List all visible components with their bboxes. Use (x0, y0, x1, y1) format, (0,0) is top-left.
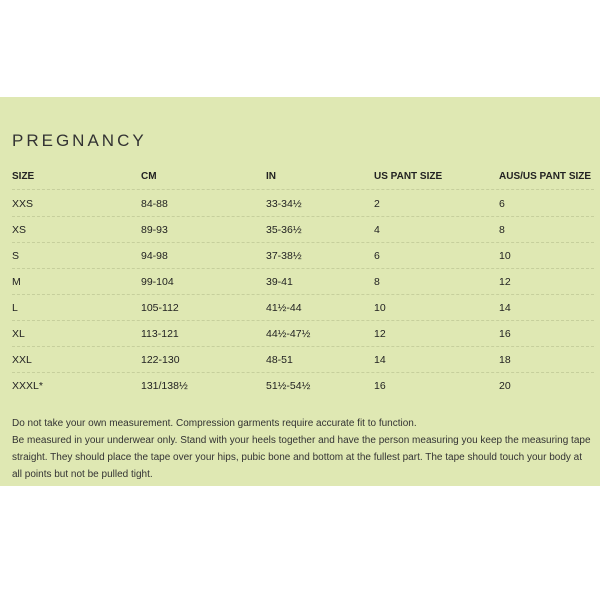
header-in: IN (266, 171, 276, 182)
cell-size: L (12, 302, 18, 314)
cell-size: M (12, 276, 21, 288)
cell-aus-us-pant-size: 14 (499, 302, 511, 314)
cell-us-pant-size: 6 (374, 250, 380, 262)
header-size: SIZE (12, 171, 35, 182)
cell-size: XS (12, 224, 27, 236)
note-line-2: Be measured in your underwear only. Stand with your heels together and have the person measuring you keep the measuring tape straight. They should place the tape over your hips, pubic bone and bottom at the fullest part. The tape should touch your body at all points but not be pulled tight. (12, 435, 591, 480)
cell-us-pant-size: 16 (374, 380, 386, 392)
cell-aus-us-pant-size: 10 (499, 250, 511, 262)
cell-in: 39-41 (266, 276, 293, 288)
measurement-notes (12, 415, 592, 483)
cell-in: 33-34½ (266, 198, 302, 210)
row-divider (12, 189, 594, 190)
cell-us-pant-size: 10 (374, 302, 386, 314)
cell-cm: 94-98 (141, 250, 168, 262)
table-row (0, 243, 600, 269)
header-aus-us-pant-size: AUS/US PANT SIZE (499, 171, 592, 182)
cell-in: 37-38½ (266, 250, 302, 262)
cell-size: XL (12, 328, 25, 340)
cell-in: 51½-54½ (266, 380, 311, 392)
cell-cm: 131/138½ (141, 380, 188, 392)
cell-aus-us-pant-size: 16 (499, 328, 511, 340)
table-row (0, 321, 600, 347)
cell-size: XXXL* (12, 380, 43, 392)
cell-aus-us-pant-size: 12 (499, 276, 511, 288)
cell-cm: 105-112 (141, 302, 179, 314)
cell-aus-us-pant-size: 20 (499, 380, 511, 392)
cell-aus-us-pant-size: 18 (499, 354, 511, 366)
cell-cm: 113-121 (141, 328, 179, 340)
table-row (0, 373, 600, 399)
table-header-row (0, 164, 600, 190)
header-us-pant-size: US PANT SIZE (374, 171, 443, 182)
table-row (0, 217, 600, 243)
cell-in: 35-36½ (266, 224, 302, 236)
cell-in: 48-51 (266, 354, 293, 366)
page-title: PREGNANCY (12, 131, 147, 150)
cell-size: XXS (12, 198, 34, 210)
cell-in: 44½-47½ (266, 328, 311, 340)
cell-aus-us-pant-size: 6 (499, 198, 505, 210)
table-row (0, 191, 600, 217)
cell-cm: 89-93 (141, 224, 168, 236)
cell-us-pant-size: 14 (374, 354, 386, 366)
table-row (0, 269, 600, 295)
cell-aus-us-pant-size: 8 (499, 224, 505, 236)
cell-size: S (12, 250, 20, 262)
cell-us-pant-size: 2 (374, 198, 380, 210)
cell-cm: 84-88 (141, 198, 168, 210)
cell-us-pant-size: 8 (374, 276, 380, 288)
cell-us-pant-size: 4 (374, 224, 380, 236)
cell-cm: 122-130 (141, 354, 180, 366)
cell-size: XXL (12, 354, 32, 366)
cell-cm: 99-104 (141, 276, 174, 288)
cell-us-pant-size: 12 (374, 328, 386, 340)
table-row (0, 295, 600, 321)
note-line-1: Do not take your own measurement. Compression garments require accurate fit to function. (12, 418, 417, 429)
size-chart-panel (0, 97, 600, 486)
cell-in: 41½-44 (266, 302, 302, 314)
table-row (0, 347, 600, 373)
header-cm: CM (141, 171, 157, 182)
